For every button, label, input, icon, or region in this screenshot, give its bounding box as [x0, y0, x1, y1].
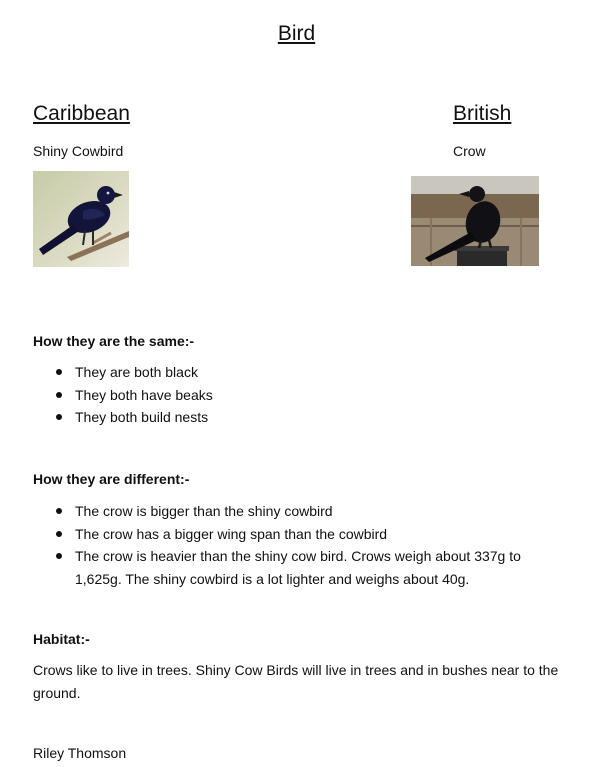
caribbean-heading: Caribbean [33, 102, 130, 125]
same-list [53, 361, 213, 429]
habitat-heading: Habitat:- [33, 631, 90, 647]
habitat-text: Crows like to live in trees. Shiny Cow Birds will live in trees and in bushes near to the ground. [33, 662, 559, 701]
shiny-cowbird-photo [33, 171, 129, 267]
british-heading: British [453, 102, 512, 125]
page-title: Bird [277, 22, 316, 45]
list-item: The crow has a bigger wing span than the cowbird [53, 523, 563, 546]
list-item: They are both black [53, 361, 213, 384]
different-heading: How they are different:- [33, 471, 190, 487]
different-list [53, 500, 563, 590]
same-heading: How they are the same:- [33, 333, 195, 349]
crow-label: Crow [453, 143, 486, 159]
crow-photo [411, 176, 539, 266]
cowbird-label: Shiny Cowbird [33, 143, 124, 159]
author-name: Riley Thomson [33, 745, 127, 761]
list-item: They both have beaks [53, 384, 213, 407]
list-item: The crow is bigger than the shiny cowbird [53, 500, 563, 523]
list-item: The crow is heavier than the shiny cow bird. Crows weigh about 337g to 1,625g. The shiny cowbird is a lot lighter and weighs about 40g. [53, 545, 563, 590]
list-item: They both build nests [53, 406, 213, 429]
